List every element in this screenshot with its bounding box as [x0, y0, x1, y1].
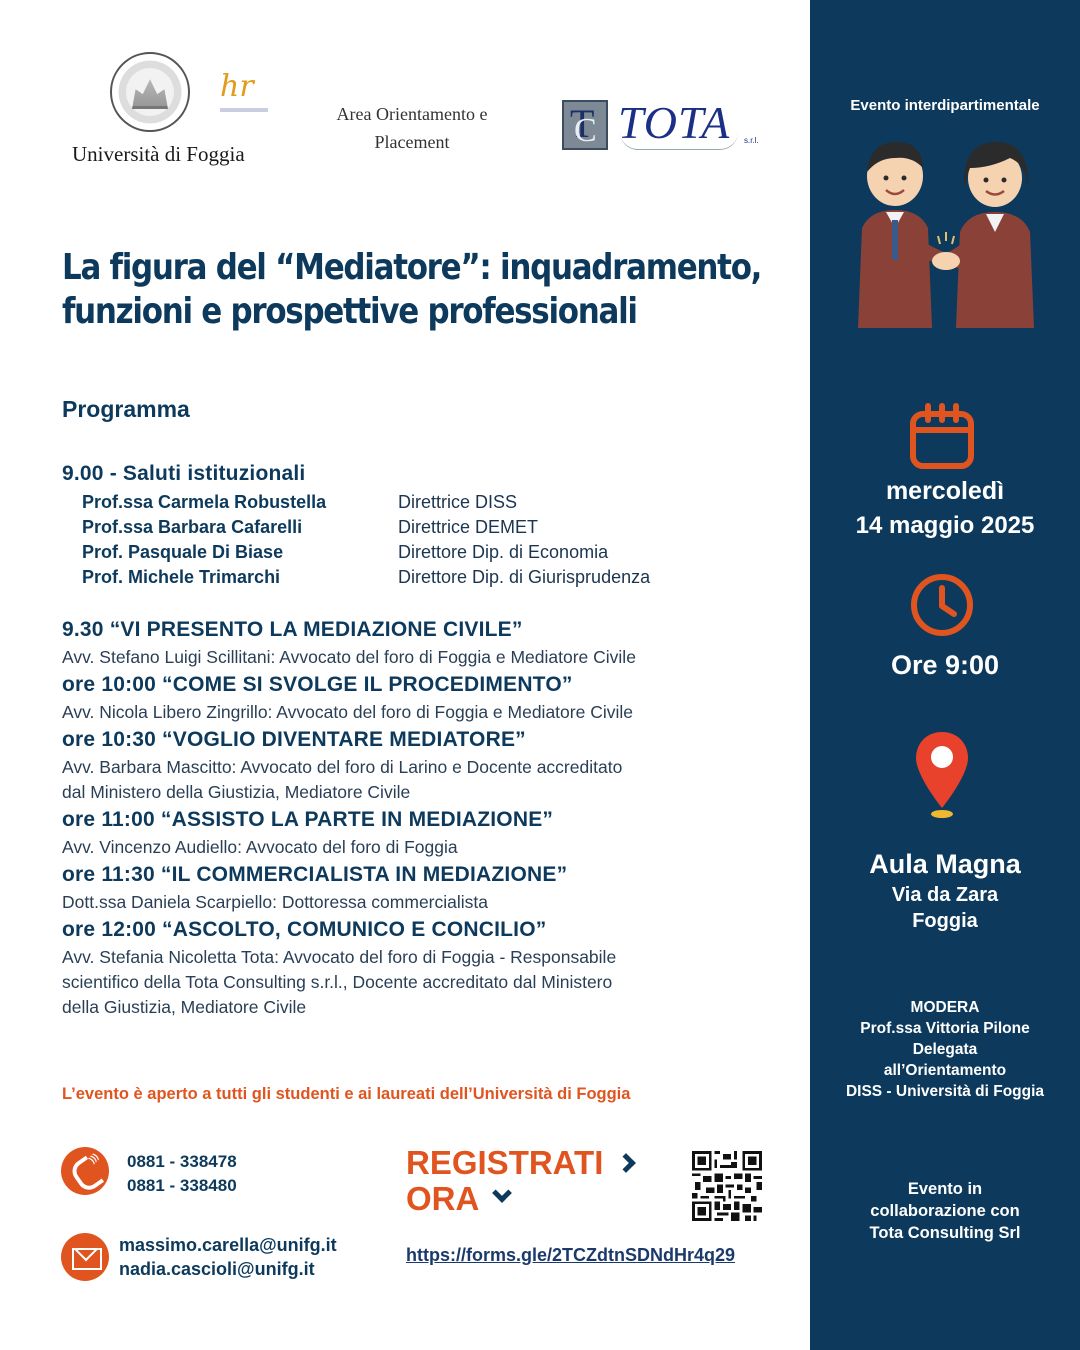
mail-icon — [61, 1233, 109, 1281]
hr-logo-caption — [220, 108, 268, 112]
moderator-label: MODERA — [910, 999, 980, 1016]
event-day: mercoledì — [885, 477, 1005, 505]
collab-line: collaborazione con — [870, 1202, 1020, 1220]
session-heading: ore 12:00 “ASCOLTO, COMUNICO E CONCILIO” — [62, 918, 547, 941]
university-seal-icon — [110, 52, 190, 132]
email-link[interactable]: nadia.cascioli@unifg.it — [119, 1259, 315, 1279]
title-line2: funzioni e prospettive professionali — [62, 291, 637, 332]
session-speaker: Avv. Stefano Luigi Scillitani: Avvocato del foro di Foggia e Mediatore Civile — [62, 647, 636, 667]
event-city: Foggia — [912, 910, 978, 932]
area-label-line1: Area Orientamento e — [336, 104, 488, 124]
collab-line: Evento in — [907, 1180, 983, 1198]
session-speaker: della Giustizia, Mediatore Civile — [62, 997, 307, 1017]
session-heading: ore 11:00 “ASSISTO LA PARTE IN MEDIAZIONE” — [62, 808, 554, 831]
session-speaker: scientifico della Tota Consulting s.r.l., Docente accreditato dal Ministero — [62, 972, 613, 992]
speaker-name: Prof.ssa Barbara Cafarelli — [82, 517, 303, 537]
session-heading: ore 10:00 “COME SI SVOLGE IL PROCEDIMENTO” — [62, 673, 573, 696]
speaker-name: Prof. Michele Trimarchi — [82, 567, 281, 587]
session-speaker: Avv. Barbara Mascitto: Avvocato del foro di Larino e Docente accreditato — [62, 757, 623, 777]
moderator-name: Prof.ssa Vittoria Pilone — [860, 1020, 1030, 1037]
session-speaker: Avv. Stefania Nicoletta Tota: Avvocato del foro di Foggia - Responsabile — [62, 947, 617, 967]
speaker-role: Direttrice DEMET — [398, 517, 539, 537]
speaker-role: Direttore Dip. di Giurisprudenza — [398, 567, 651, 587]
event-type-label: Evento interdipartimentale — [850, 97, 1040, 114]
phone-icon — [61, 1147, 109, 1195]
session-heading: ore 11:30 “IL COMMERCIALISTA IN MEDIAZIONE” — [62, 863, 568, 886]
tota-wordmark: TOTA — [618, 97, 731, 148]
handshake-illustration — [840, 128, 1050, 338]
moderator-role: all’Orientamento — [883, 1062, 1007, 1079]
moderator-block — [810, 997, 1080, 1102]
area-label-line2: Placement — [374, 132, 450, 152]
calendar-icon — [908, 402, 976, 470]
register-line2[interactable]: ORA — [406, 1180, 480, 1217]
event-street: Via da Zara — [891, 884, 999, 906]
collab-line: Tota Consulting Srl — [869, 1224, 1021, 1242]
event-info-sidebar — [810, 0, 1080, 1350]
saluti-heading: 9.00 - Saluti istituzionali — [62, 462, 306, 485]
moderator-role: Delegata — [912, 1041, 978, 1058]
page-title — [62, 246, 762, 334]
event-venue: Aula Magna — [869, 849, 1021, 879]
registration-form-link[interactable]: https://forms.gle/2TCZdtnSDNdHr4q29 — [406, 1245, 736, 1265]
email-link[interactable]: massimo.carella@unifg.it — [119, 1235, 337, 1255]
collaboration-note — [810, 1178, 1080, 1244]
programma-heading: Programma — [62, 396, 190, 422]
speaker-name: Prof.ssa Carmela Robustella — [82, 492, 327, 512]
university-name: Università di Foggia — [72, 142, 245, 166]
tota-logo — [562, 98, 762, 154]
university-logo — [68, 52, 268, 172]
phone-number[interactable]: 0881 - 338478 — [127, 1152, 237, 1171]
chevron-down-icon — [492, 1183, 512, 1203]
speaker-role: Direttore Dip. di Economia — [398, 542, 609, 562]
register-cta[interactable] — [406, 1145, 633, 1217]
register-line1[interactable]: REGISTRATI — [406, 1144, 604, 1181]
tota-srl-suffix: s.r.l. — [744, 136, 759, 145]
chevron-right-icon — [616, 1153, 636, 1173]
event-time: Ore 9:00 — [890, 650, 1000, 680]
clock-icon — [909, 572, 975, 638]
open-to-students-note: L’evento è aperto a tutti gli studenti e ai laureati dell’Università di Foggia — [62, 1085, 631, 1103]
session-speaker: Avv. Vincenzo Audiello: Avvocato del foro di Foggia — [62, 837, 458, 857]
session-speaker: Avv. Nicola Libero Zingrillo: Avvocato del foro di Foggia e Mediatore Civile — [62, 702, 633, 722]
moderator-dept: DISS - Università di Foggia — [845, 1083, 1045, 1100]
speaker-role: Direttrice DISS — [398, 492, 518, 512]
session-heading: ore 10:30 “VOGLIO DIVENTARE MEDIATORE” — [62, 728, 526, 751]
area-orientamento-label — [318, 100, 506, 156]
title-line1: La figura del “Mediatore”: inquadramento, — [62, 247, 762, 288]
tota-signature-icon — [620, 132, 738, 150]
hr-excellence-logo: hr — [220, 69, 254, 104]
session-speaker: Dott.ssa Daniela Scarpiello: Dottoressa commercialista — [62, 892, 488, 912]
event-date: 14 maggio 2025 — [855, 512, 1035, 539]
phone-number[interactable]: 0881 - 338480 — [127, 1176, 237, 1195]
session-speaker: dal Ministero della Giustizia, Mediatore Civile — [62, 782, 411, 802]
speaker-name: Prof. Pasquale Di Biase — [82, 542, 284, 562]
map-pin-icon — [914, 730, 970, 822]
session-heading: 9.30 “VI PRESENTO LA MEDIAZIONE CIVILE” — [62, 618, 523, 641]
qr-code-icon[interactable] — [692, 1151, 762, 1221]
tc-monogram-icon — [562, 100, 608, 150]
